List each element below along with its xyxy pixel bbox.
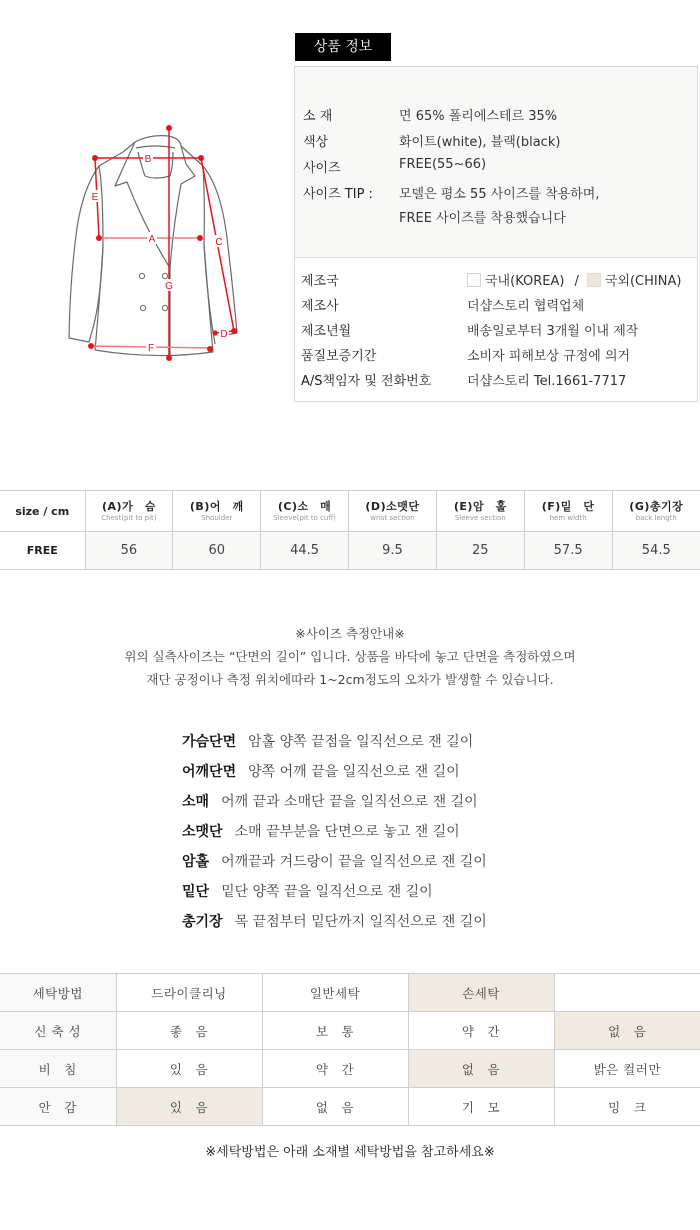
svg-text:E: E — [91, 192, 99, 203]
care-cell: 기 모 — [408, 1088, 554, 1126]
product-info-box: 소 재 면 65% 폴리에스테르 35% 색상 화이트(white), 블랙(black) 사이즈 FREE(55~66) 사이즈 TIP : 모델은 평소 55 사이즈를 착용하며, FREE 사이즈를 착용했습니다 제조국 국내(KOREA) / 국외(CHINA) 제조사 더샵스토리 협력업체 제조년월 배송일로부터 3개월 이내 제작 품질보증기간 소비자 피해보상 규정에 의거 A/S책임자 및 전화번호 더샵스토리 Tel.1661-7717 — [294, 66, 698, 402]
size-label: FREE — [0, 532, 85, 570]
care-row-wash-method — [0, 974, 700, 1012]
care-cell-selected: 없 음 — [408, 1050, 554, 1088]
care-cell: 좋 음 — [116, 1012, 262, 1050]
care-table — [0, 973, 700, 1126]
col-length: (G)총기장 back length — [612, 491, 700, 532]
col-shoulder: (B)어 깨 Shoulder — [173, 491, 261, 532]
checkbox-domestic — [467, 273, 481, 287]
care-row-label: 안 감 — [0, 1088, 116, 1126]
care-cell: 드라이클리닝 — [116, 974, 262, 1012]
size-table-header — [0, 491, 700, 532]
care-cell-selected: 있 음 — [116, 1088, 262, 1126]
care-note: ※세탁방법은 아래 소재별 세탁방법을 참고하세요※ — [205, 1145, 495, 1160]
definition-item: 가슴단면 암홀 양쪽 끝점을 일직선으로 잰 길이 — [182, 734, 474, 750]
definition-item: 총기장 목 끝점부터 밑단까지 일직선으로 잰 길이 — [182, 914, 487, 930]
col-armhole: (E)암 홀 Sleeve section — [436, 491, 524, 532]
svg-text:D: D — [220, 329, 228, 340]
spec-panel: 소 재 면 65% 폴리에스테르 35% 색상 화이트(white), 블랙(black) 사이즈 FREE(55~66) 사이즈 TIP : 모델은 평소 55 사이즈를 착용하며, FREE 사이즈를 착용했습니다 — [295, 67, 697, 258]
care-cell: 밝은 컬러만 — [554, 1050, 700, 1088]
value-length: 54.5 — [612, 532, 700, 570]
measure-notes — [0, 622, 700, 691]
definition-item: 어깨단면 양쪽 어깨 끝을 일직선으로 잰 길이 — [182, 764, 460, 780]
care-cell-selected: 손세탁 — [408, 974, 554, 1012]
size-table-corner: size / cm — [0, 491, 85, 532]
measure-notes-title: ※사이즈 측정안내※ — [295, 626, 405, 641]
coat-measurement-diagram — [55, 118, 255, 363]
care-row-label: 비 침 — [0, 1050, 116, 1088]
definition-item: 소매 어깨 끝과 소매단 끝을 일직선으로 잰 길이 — [182, 794, 478, 810]
care-row-elasticity — [0, 1012, 700, 1050]
measure-notes-line1: 위의 실측사이즈는 “단면의 길이” 입니다. 상품을 바닥에 놓고 단면을 측정하였으며 — [124, 649, 576, 664]
care-row-lining — [0, 1088, 700, 1126]
svg-text:G: G — [165, 281, 173, 292]
care-row-label: 신 축 성 — [0, 1012, 116, 1050]
col-sleeve: (C)소 매 Sleeve(pit to cuff) — [261, 491, 349, 532]
care-cell-selected: 없 음 — [554, 1012, 700, 1050]
svg-text:F: F — [147, 343, 155, 354]
care-cell: 밍 크 — [554, 1088, 700, 1126]
value-wrist: 9.5 — [349, 532, 437, 570]
care-cell: 약 간 — [408, 1012, 554, 1050]
care-cell: 일반세탁 — [262, 974, 408, 1012]
definition-item: 소맷단 소매 끝부분을 단면으로 놓고 잰 길이 — [182, 824, 460, 840]
care-cell: 없 음 — [262, 1088, 408, 1126]
value-sleeve: 44.5 — [261, 532, 349, 570]
measure-notes-line2: 재단 공정이나 측정 위치에따라 1~2cm정도의 오차가 발생할 수 있습니다. — [146, 672, 554, 687]
value-shoulder: 60 — [173, 532, 261, 570]
svg-text:B: B — [144, 154, 152, 165]
table-row — [0, 532, 700, 570]
svg-text:A: A — [148, 234, 156, 245]
care-cell: 약 간 — [262, 1050, 408, 1088]
value-armhole: 25 — [436, 532, 524, 570]
col-wrist: (D)소맷단 wrist section — [349, 491, 437, 532]
definition-item: 암홀 어깨끝과 겨드랑이 끝을 일직선으로 잰 길이 — [182, 854, 487, 870]
care-cell: 보 통 — [262, 1012, 408, 1050]
value-hem: 57.5 — [524, 532, 612, 570]
product-info-title: 상품 정보 — [295, 33, 391, 61]
size-table — [0, 490, 700, 570]
care-cell — [554, 974, 700, 1012]
definition-item: 밑단 밑단 양쪽 끝을 일직선으로 잰 길이 — [182, 884, 433, 900]
measurement-definitions — [182, 731, 487, 941]
care-cell: 있 음 — [116, 1050, 262, 1088]
care-row-transparency — [0, 1050, 700, 1088]
checkbox-foreign-checked — [587, 273, 601, 287]
col-chest: (A)가 슴 Chest(pit to pit) — [85, 491, 173, 532]
svg-text:C: C — [215, 237, 223, 248]
value-chest: 56 — [85, 532, 173, 570]
col-hem: (F)밑 단 hem width — [524, 491, 612, 532]
care-row-label: 세탁방법 — [0, 974, 116, 1012]
